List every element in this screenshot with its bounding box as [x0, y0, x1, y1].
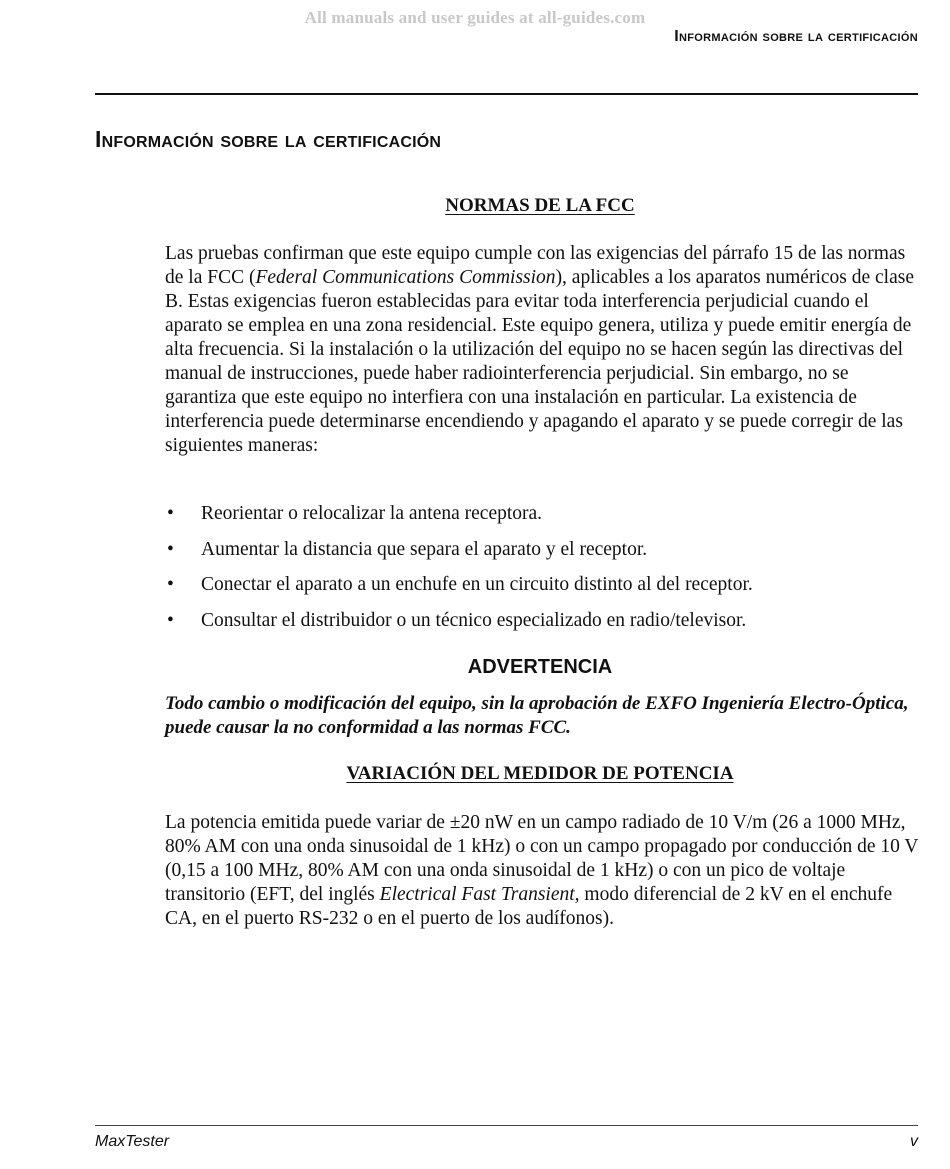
power-heading: VARIACIÓN DEL MEDIDOR DE POTENCIA: [346, 763, 734, 784]
power-paragraph: [165, 811, 920, 931]
list-item: [165, 609, 920, 645]
bullet-icon: •: [167, 609, 174, 631]
page-title: Información sobre la certificación: [95, 126, 442, 152]
fcc-heading: NORMAS DE LA FCC: [445, 195, 635, 216]
warning-text: Todo cambio o modificación del equipo, sin la aprobación de EXFO Ingeniería Electro-Óptica, puede causar la no conformidad a las normas FCC.: [165, 693, 909, 738]
fcc-bullet-list: [165, 502, 920, 644]
list-item-text: Aumentar la distancia que separa el aparato y el receptor.: [201, 538, 648, 560]
footer-product: MaxTester: [95, 1133, 170, 1150]
list-item-text: Conectar el aparato a un enchufe en un circuito distinto al del receptor.: [201, 574, 753, 595]
list-item-text: Consultar el distribuidor o un técnico especializado en radio/televisor.: [201, 609, 747, 631]
watermark: All manuals and user guides at all-guides.com: [304, 8, 646, 27]
bullet-icon: •: [167, 503, 174, 524]
warning-heading: ADVERTENCIA: [467, 656, 613, 678]
header-divider: [95, 93, 918, 95]
list-item: [165, 502, 920, 538]
fcc-paragraph-emphasis: Federal Communications Commission: [255, 267, 556, 288]
power-paragraph-emphasis: Electrical Fast Transient: [379, 884, 575, 905]
list-item: [165, 538, 920, 574]
power-paragraph-part-a: La potencia emitida puede variar de ±20 nW en un campo radiado de 10 V/m (26 a 1000 MHz, 80% AM con una onda sinusoidal de 1 kHz) o con un campo propagado por conducción de 10 V (0,15 a 100 MHz, 80% AM con una onda sinusoidal de 1 kHz) o con un pico de voltaje transitorio (EFT, del inglés: [165, 812, 919, 905]
power-paragraph-part-b: , modo diferencial de 2 kV en el enchufe CA, en el puerto RS-232 o en el puerto de los audífonos).: [165, 884, 893, 929]
list-item: [165, 573, 920, 609]
fcc-paragraph-part-b: ), aplicables a los aparatos numéricos de clase B. Estas exigencias fueron establecidas para evitar toda interferencia perjudicial cuando el aparato se emplea en una zona residencial. Este equipo genera, utiliza y puede emitir energía de alta frecuencia. Si la instalación o la utilización del equipo no se hacen según las directivas del manual de instrucciones, puede haber radiointerferencia perjudicial. Sin embargo, no se garantiza que este equipo no interfiera con una instalación en particular. La existencia de interferencia puede determinarse encendiendo y apagando el aparato y se puede corregir de las siguientes maneras:: [165, 267, 914, 456]
bullet-icon: •: [167, 574, 174, 595]
footer-divider: [95, 1125, 918, 1126]
list-item-text: Reorientar o relocalizar la antena receptora.: [201, 503, 543, 524]
bullet-icon: •: [167, 538, 174, 560]
running-head: Información sobre la certificación: [674, 28, 918, 45]
fcc-paragraph-part-a: Las pruebas confirman que este equipo cumple con las exigencias del párrafo 15 de las normas de la FCC (: [165, 243, 906, 288]
fcc-paragraph: [165, 242, 920, 458]
footer-page-number: v: [910, 1133, 918, 1150]
